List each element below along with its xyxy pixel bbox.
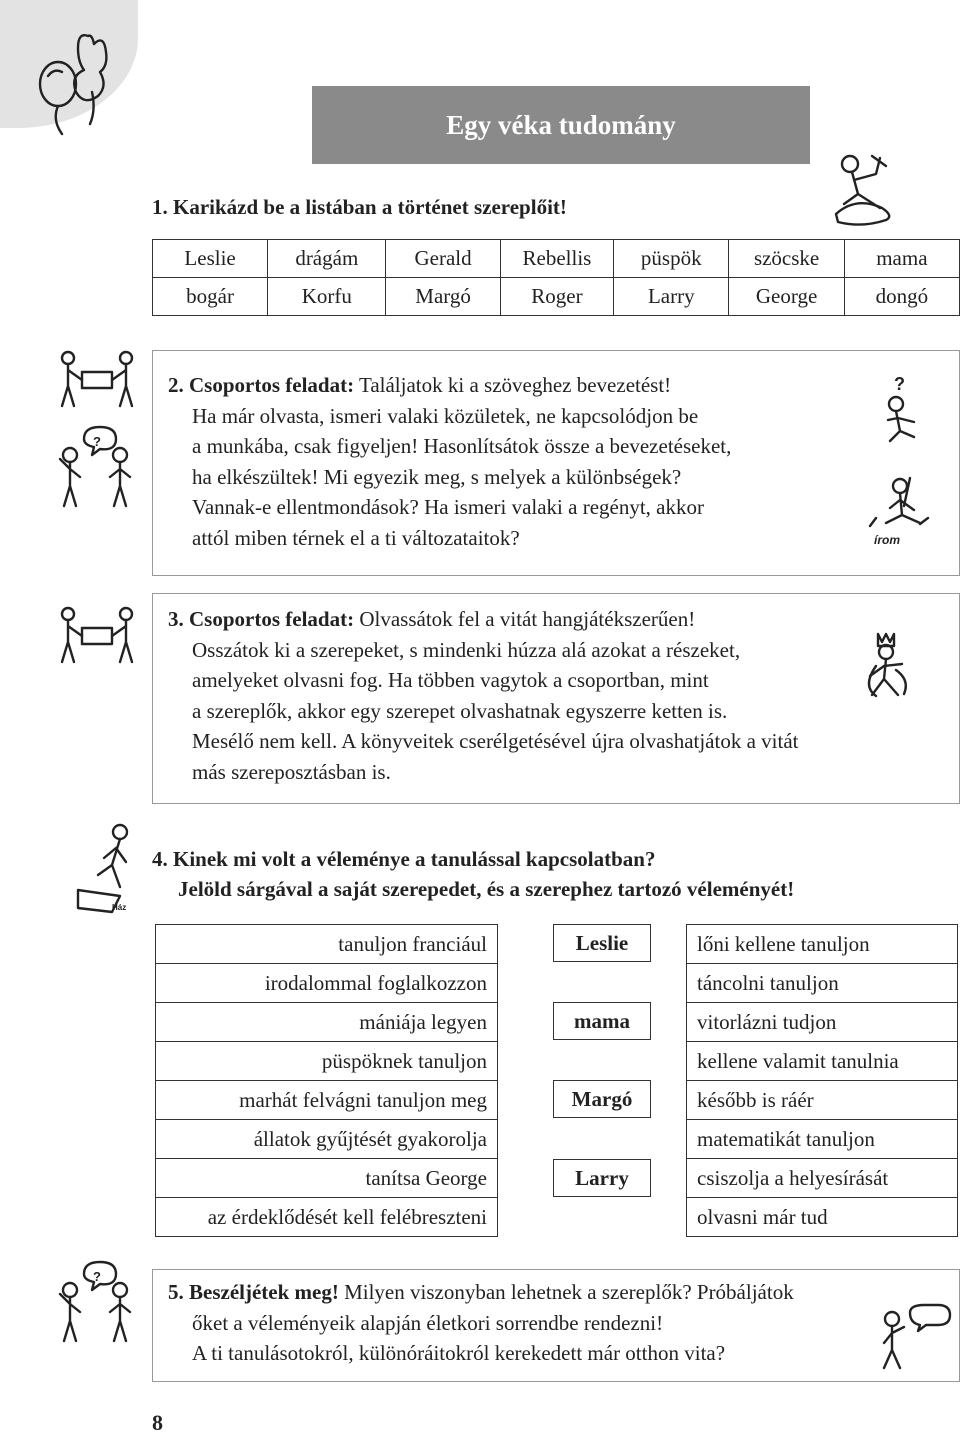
word-cell[interactable]: drágám bbox=[268, 240, 386, 278]
task2-line: Vannak-e ellentmondások? Ha ismeri valaki a regényt, akkor bbox=[192, 495, 704, 519]
table-row bbox=[687, 925, 958, 964]
task5-line: A ti tanulásotokról, különóráitokról kerekedett már otthon vita? bbox=[192, 1341, 726, 1365]
word-cell[interactable]: Margó bbox=[386, 278, 500, 316]
opinion-table-left bbox=[155, 924, 498, 1237]
opinion-cell-left[interactable]: marhát felvágni tanuljon meg bbox=[156, 1081, 498, 1120]
king-figure-icon bbox=[856, 630, 926, 702]
opinion-cell-right[interactable]: kellene valamit tanulnia bbox=[687, 1042, 958, 1081]
people-talking-icon bbox=[56, 425, 136, 509]
table-row bbox=[687, 964, 958, 1003]
task3-text bbox=[168, 604, 798, 787]
word-cell[interactable]: szöcske bbox=[729, 240, 844, 278]
task4-heading-line2: Jelöld sárgával a saját szerepedet, és a szerephez tartozó véleményét! bbox=[178, 877, 795, 901]
task3-number: 3. bbox=[168, 607, 184, 631]
people-carrying-box-icon bbox=[58, 350, 138, 412]
table-row bbox=[156, 1159, 498, 1198]
task3-bold: Csoportos feladat: bbox=[189, 607, 355, 631]
task5-number: 5. bbox=[168, 1280, 184, 1304]
task2-line: attól miben térnek el a ti változataitok? bbox=[192, 525, 520, 550]
task5-text bbox=[168, 1277, 794, 1369]
table-row bbox=[156, 1198, 498, 1237]
task1-heading: 1. Karikázd be a listában a történet szereplőit! bbox=[152, 195, 567, 219]
table-row bbox=[156, 1042, 498, 1081]
word-cell[interactable]: mama bbox=[844, 240, 959, 278]
task4-heading-line1: 4. Kinek mi volt a véleménye a tanulással kapcsolatban? bbox=[152, 847, 656, 871]
word-cell[interactable]: Roger bbox=[500, 278, 613, 316]
task5-line: őket a véleményeik alapján életkori sorrendbe rendezni! bbox=[192, 1310, 664, 1335]
name-box-3: Margó bbox=[553, 1080, 651, 1118]
table-row bbox=[687, 1159, 958, 1198]
page-title: Egy véka tudomány bbox=[446, 109, 676, 140]
task2-line: Ha már olvasta, ismeri valaki közületek, ne kapcsolódjon be bbox=[192, 403, 699, 428]
opinion-cell-left[interactable]: tanítsa George bbox=[156, 1159, 498, 1198]
question-mark-label: ? bbox=[93, 1269, 101, 1284]
task2-bold: Csoportos feladat: bbox=[189, 373, 355, 397]
table-row bbox=[156, 1081, 498, 1120]
table-row bbox=[687, 1042, 958, 1081]
girl-with-pencil-icon bbox=[830, 150, 900, 225]
write-label: írom bbox=[874, 533, 901, 547]
opinion-cell-left[interactable]: tanuljon franciául bbox=[156, 925, 498, 964]
word-cell[interactable]: püspök bbox=[614, 240, 729, 278]
task3-line: más szereposztásban is. bbox=[192, 759, 391, 784]
task3-line1: Olvassátok fel a vitát hangjátékszerűen! bbox=[359, 607, 696, 631]
paper-label: Ház bbox=[112, 903, 127, 912]
question-mark-label: ? bbox=[93, 434, 101, 449]
opinion-cell-right[interactable]: lőni kellene tanuljon bbox=[687, 925, 958, 964]
task2-line1: Találjatok ki a szöveghez bevezetést! bbox=[358, 373, 672, 397]
opinion-cell-right[interactable]: vitorlázni tudjon bbox=[687, 1003, 958, 1042]
page-number: 8 bbox=[152, 1410, 163, 1435]
task3-line: Osszátok ki a szerepeket, s mindenki húzza alá azokat a részeket, bbox=[192, 637, 741, 662]
table-row bbox=[156, 1120, 498, 1159]
task3-line: a szereplők, akkor egy szerepet olvashatnak egyszerre ketten is. bbox=[192, 698, 728, 723]
table-row bbox=[687, 1081, 958, 1120]
opinion-cell-right[interactable]: olvasni már tud bbox=[687, 1198, 958, 1237]
table-row bbox=[687, 1003, 958, 1042]
name-box-1: Leslie bbox=[553, 924, 651, 962]
title-banner bbox=[312, 86, 810, 164]
word-cell[interactable]: Leslie bbox=[153, 240, 268, 278]
task3-line: amelyeket olvasni fog. Ha többen vagytok a csoportban, mint bbox=[192, 668, 709, 692]
table-row bbox=[156, 925, 498, 964]
name-box-2: mama bbox=[553, 1002, 651, 1040]
task2-number: 2. bbox=[168, 373, 184, 397]
word-cell[interactable]: Korfu bbox=[268, 278, 386, 316]
opinion-cell-right[interactable]: később is ráér bbox=[687, 1081, 958, 1120]
opinion-cell-left[interactable]: püspöknek tanuljon bbox=[156, 1042, 498, 1081]
word-cell[interactable]: Gerald bbox=[386, 240, 500, 278]
task2-line: ha elkészültek! Mi egyezik meg, s melyek a különbségek? bbox=[192, 464, 682, 489]
word-cell[interactable]: George bbox=[729, 278, 844, 316]
opinion-cell-left[interactable]: az érdeklődését kell felébreszteni bbox=[156, 1198, 498, 1237]
word-cell[interactable]: Larry bbox=[614, 278, 729, 316]
table-row bbox=[687, 1198, 958, 1237]
people-talking-icon bbox=[56, 1260, 136, 1344]
task5-line1: Milyen viszonyban lehetnek a szereplők? Próbáljátok bbox=[344, 1280, 794, 1304]
opinion-cell-left[interactable]: mániája legyen bbox=[156, 1003, 498, 1042]
opinion-cell-right[interactable]: csiszolja a helyesírását bbox=[687, 1159, 958, 1198]
task2-text bbox=[168, 370, 731, 553]
balloons-icon bbox=[30, 28, 130, 128]
question-mark-label: ? bbox=[894, 374, 905, 394]
name-box-4: Larry bbox=[553, 1159, 651, 1197]
character-word-table bbox=[152, 239, 960, 316]
task2-line: a munkába, csak figyeljen! Hasonlítsátok össze a bevezetéseket, bbox=[192, 434, 732, 458]
word-cell[interactable]: dongó bbox=[844, 278, 959, 316]
opinion-cell-left[interactable]: állatok gyűjtését gyakorolja bbox=[156, 1120, 498, 1159]
writing-boy-icon bbox=[866, 474, 946, 554]
people-carrying-box-icon bbox=[58, 606, 138, 668]
table-row bbox=[156, 1003, 498, 1042]
opinion-cell-right[interactable]: táncolni tanuljon bbox=[687, 964, 958, 1003]
word-cell[interactable]: Rebellis bbox=[500, 240, 613, 278]
opinion-cell-left[interactable]: irodalommal foglalkozzon bbox=[156, 964, 498, 1003]
opinion-cell-right[interactable]: matematikát tanuljon bbox=[687, 1120, 958, 1159]
word-cell[interactable]: bogár bbox=[153, 278, 268, 316]
task3-line: Mesélő nem kell. A könyveitek cserélgetésével újra olvashatjátok a vitát bbox=[192, 729, 799, 753]
word-table-row bbox=[153, 278, 960, 316]
table-row bbox=[687, 1120, 958, 1159]
table-row bbox=[156, 964, 498, 1003]
teacher-pointing-icon bbox=[74, 822, 144, 914]
task5-bold: Beszéljétek meg! bbox=[189, 1280, 339, 1304]
thinking-boy-icon bbox=[878, 374, 938, 454]
speaking-figure-icon bbox=[880, 1305, 952, 1373]
opinion-table-right bbox=[686, 924, 958, 1237]
word-table-row bbox=[153, 240, 960, 278]
